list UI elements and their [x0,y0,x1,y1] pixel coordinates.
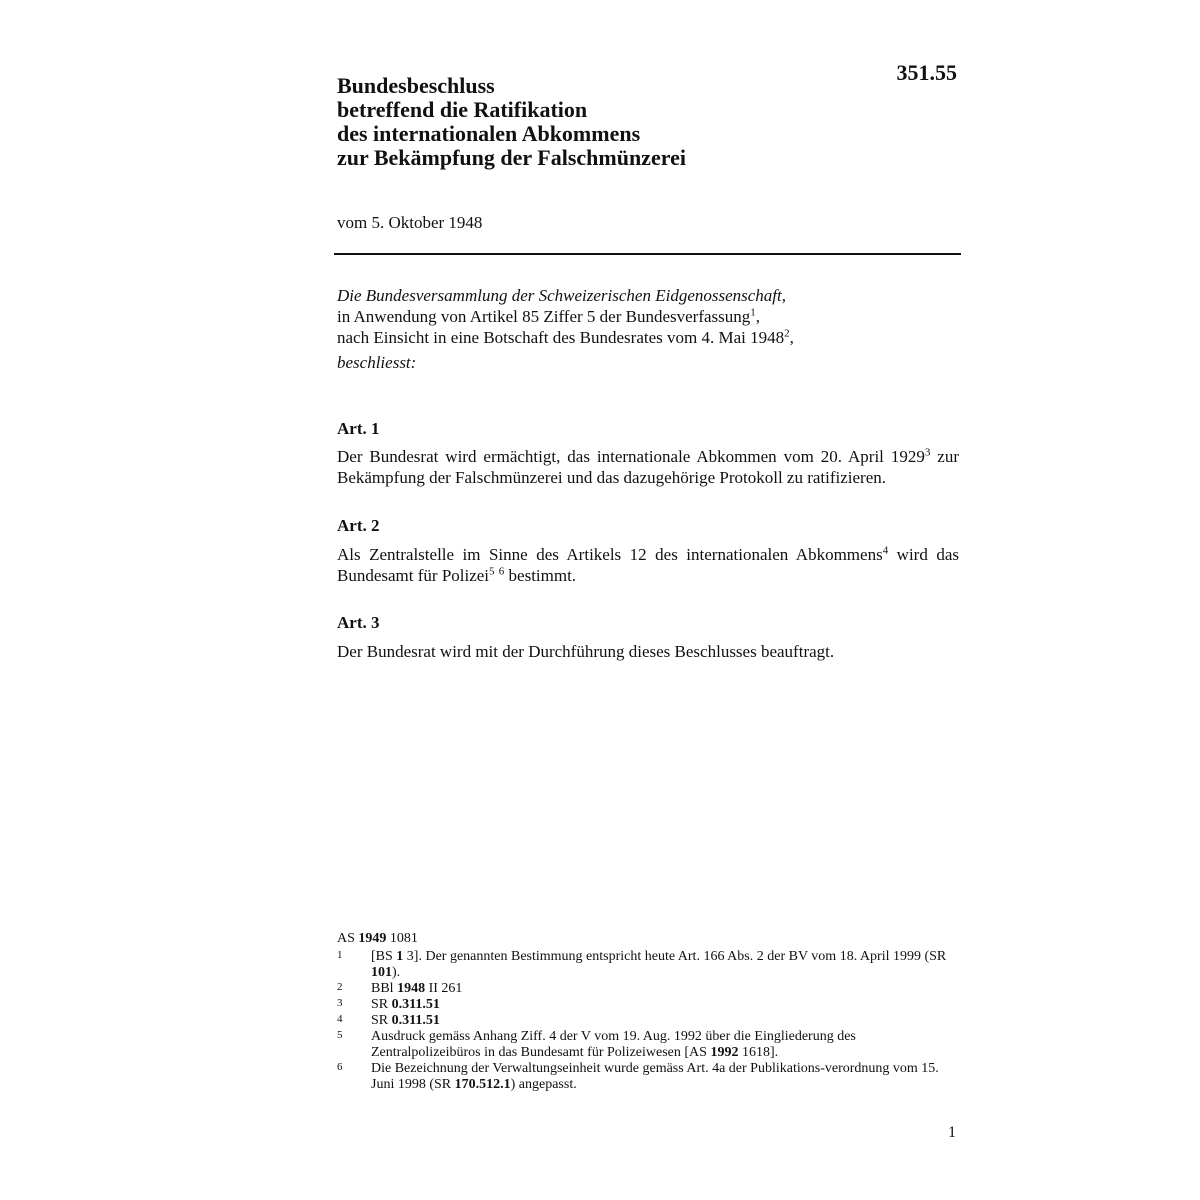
fn2-t1: BBl [371,981,398,996]
footnote-4-number: 4 [337,1013,343,1025]
page-number: 1 [948,1124,956,1141]
document-title [337,74,686,170]
fn1-t3: ). [392,965,401,980]
footnote-ref-4[interactable]: 4 [882,544,889,557]
footnote-2-number: 2 [337,981,343,993]
fn3-b1: 0.311.51 [391,997,440,1012]
footnote-6-number: 6 [337,1061,343,1073]
fn2-t2: II 261 [425,981,463,996]
fn3-t1: SR [371,997,392,1012]
article-1-text [337,446,959,488]
article-1-text-a: Der Bundesrat wird ermächtigt, das internationale Abkommen vom 20. April 1929 [337,447,925,466]
footnote-ref-6[interactable]: 6 [498,565,505,578]
fn6-b1: 170.512.1 [454,1077,511,1092]
fn1-t1: [BS [371,949,397,964]
fn4-b1: 0.311.51 [391,1013,440,1028]
article-3-heading: Art. 3 [337,613,380,632]
article-2-text-c: bestimmt. [504,566,577,585]
fn5-t1: Ausdruck gemäss Anhang Ziff. 4 der V vom 19. Aug. 1992 über die Eingliederung des Zentralpolizeibüros in das Bundesamt für Polizeiwesen [AS [371,1029,856,1060]
article-2-text-a: Als Zentralstelle im Sinne des Artikels 12 des internationalen Abkommens [337,545,883,564]
preamble-line-2 [337,306,794,327]
title-line-2: betreffend die Ratifikation [337,97,588,122]
as-reference [337,931,947,947]
footnote-1-number: 1 [337,949,343,961]
footnote-4 [337,1013,947,1029]
footnote-1 [337,949,947,981]
footnote-2-text [371,981,947,997]
fn1-t2: 3]. Der genannten Bestimmung entspricht heute Art. 166 Abs. 2 der BV vom 18. April 1999 (SR [403,949,947,964]
as-year: 1949 [358,931,387,946]
title-line-3: des internationalen Abkommens [337,121,641,146]
footnote-3-text [371,997,947,1013]
footnote-2 [337,981,947,997]
footnotes [337,931,947,1093]
fn4-t1: SR [371,1013,392,1028]
title-line-4: zur Bekämpfung der Falschmünzerei [337,145,686,170]
article-2-heading: Art. 2 [337,516,380,535]
footnote-ref-3[interactable]: 3 [924,446,931,459]
preamble [337,285,794,373]
article-3-text-a: Der Bundesrat wird mit der Durchführung dieses Beschlusses beauftragt. [337,642,835,661]
footnote-6-text [371,1061,947,1093]
footnote-ref-2[interactable]: 2 [784,327,790,340]
article-2-text-b: wird das Bundesamt für Polizei [337,545,959,585]
fn5-b1: 1992 [710,1045,739,1060]
fn6-t2: ) angepasst. [510,1077,577,1092]
fn5-t2: 1618]. [738,1045,779,1060]
fn1-b1: 1 [396,949,404,964]
footnote-5 [337,1029,947,1061]
header-divider [334,253,961,255]
footnote-5-number: 5 [337,1029,343,1041]
preamble-line-2-end: , [755,307,761,326]
sr-number: 351.55 [896,60,957,85]
preamble-line-3 [337,327,794,348]
footnote-1-text [371,949,947,981]
as-prefix: AS [337,931,359,946]
footnote-3-number: 3 [337,997,343,1009]
as-page: 1081 [386,931,418,946]
fn6-t1: Die Bezeichnung der Verwaltungseinheit wurde gemäss Art. 4a der Publikations-verordnung vom 15. Juni 1998 (SR [371,1061,939,1092]
preamble-line-4: beschliesst: [337,353,417,372]
article-2-text [337,544,959,586]
footnote-3 [337,997,947,1013]
title-line-1: Bundesbeschluss [337,73,495,98]
preamble-line-3-end: , [789,328,794,347]
preamble-line-3-text: nach Einsicht in eine Botschaft des Bundesrates vom 4. Mai 1948 [337,328,785,347]
footnote-ref-1[interactable]: 1 [750,306,756,319]
fn1-b2: 101 [371,965,392,980]
preamble-line-1: Die Bundesversammlung der Schweizerischen Eidgenossenschaft, [337,286,786,305]
article-1-heading: Art. 1 [337,419,380,438]
fn2-b1: 1948 [397,981,426,996]
preamble-line-2-text: in Anwendung von Artikel 85 Ziffer 5 der Bundesverfassung [337,307,751,326]
footnote-5-text [371,1029,947,1061]
footnote-ref-5[interactable]: 5 [489,565,495,578]
footnote-4-text [371,1013,947,1029]
article-3-text [337,641,959,662]
article-1-text-b: zur Bekämpfung der Falschmünzerei und das dazugehörige Protokoll zu ratifizieren. [337,447,959,487]
footnote-6 [337,1061,947,1093]
decree-date: vom 5. Oktober 1948 [337,213,483,232]
